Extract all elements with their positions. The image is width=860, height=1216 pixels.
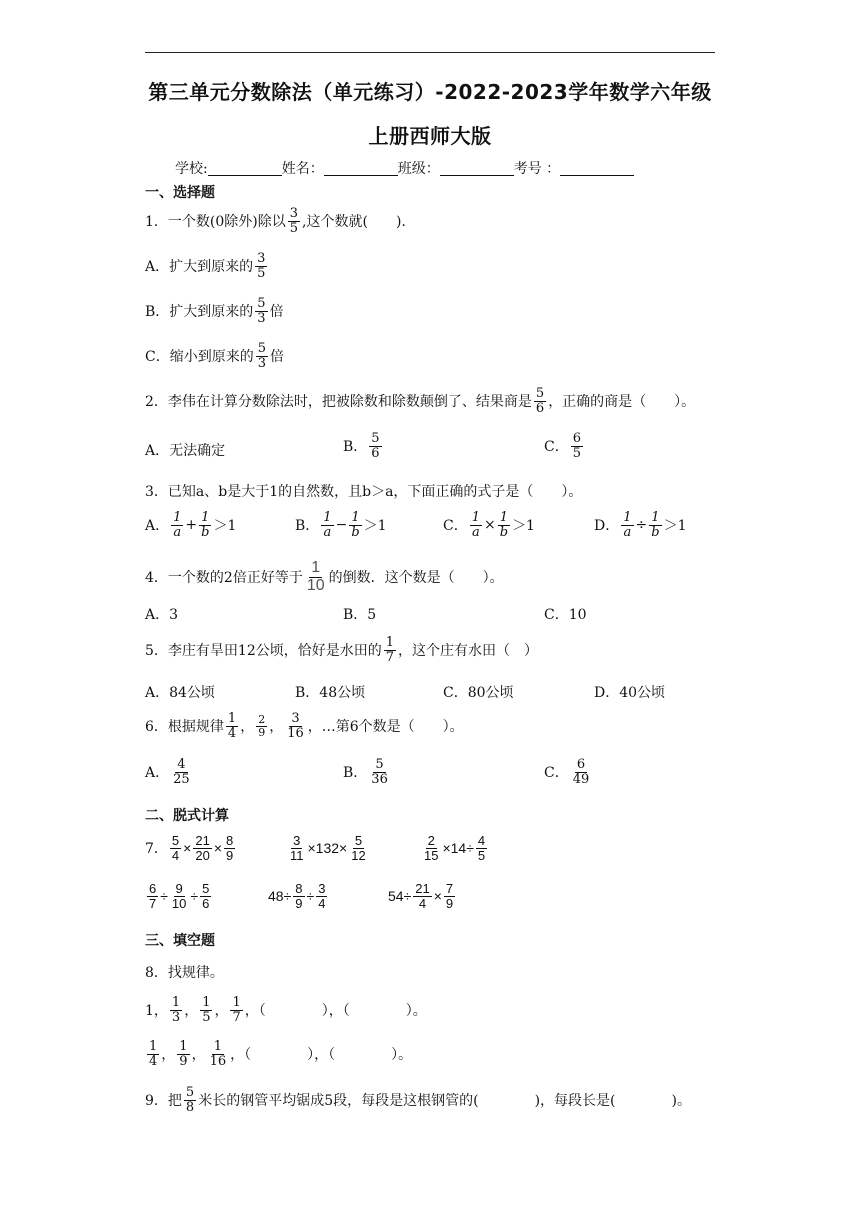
- fraction: $\frac{3}{16}$: [287, 711, 304, 741]
- fraction: $\frac{1}{b}$: [351, 510, 360, 540]
- fraction: $\frac{1}{a}$: [173, 510, 182, 540]
- q6-option-c[interactable]: C． $\frac{6}{49}$: [544, 757, 590, 787]
- q5-option-a[interactable]: A．84公顷: [145, 685, 215, 701]
- q4-option-b[interactable]: B．5: [343, 607, 377, 623]
- question-3: 3．已知a、b是大于1的自然数，且b＞a，下面正确的式子是（ ）。: [145, 484, 583, 500]
- fraction: $\frac{4}{5}$: [477, 833, 486, 863]
- fraction: $\frac{6}{5}$: [572, 431, 581, 461]
- fraction: $\frac{1}{7}$: [232, 995, 241, 1025]
- fraction: $\frac{5}{36}$: [371, 757, 388, 787]
- fraction: $\frac{1}{10}$: [306, 559, 325, 594]
- page-title: 第三单元分数除法（单元练习）-2022-2023学年数学六年级: [148, 80, 712, 104]
- question-6: 6．根据规律 $\frac{1}{4}$ ， $\frac{2}{9}$ ， $\frac{3}{16}$ ，…第6个数是（ ）。: [145, 711, 464, 741]
- fraction: $\frac{1}{4}$: [227, 711, 237, 741]
- fraction: $\frac{5}{6}$: [535, 386, 545, 416]
- fraction: $\frac{1}{16}$: [209, 1039, 227, 1069]
- fraction: $\frac{4}{25}$: [173, 757, 190, 787]
- q3-option-c[interactable]: C． $\frac{1}{a}$ × $\frac{1}{b}$ ＞1: [443, 510, 535, 540]
- top-rule: [145, 52, 715, 53]
- question-7-expr-5: 48÷ $\frac{8}{9}$ ÷ $\frac{3}{4}$: [268, 881, 326, 911]
- fraction: $\frac{2}{9}$: [258, 713, 266, 739]
- fraction: $\frac{1}{9}$: [179, 1039, 188, 1069]
- question-8: 8．找规律。: [145, 965, 224, 981]
- question-7-expr-1: 7． $\frac{5}{4}$ × $\frac{21}{20}$ × $\frac{8}{9}$: [145, 833, 234, 863]
- fraction: $\frac{1}{a}$: [471, 510, 480, 540]
- section-fill: 三、填空题: [145, 933, 215, 949]
- q3-option-a[interactable]: A． $\frac{1}{a}$ + $\frac{1}{b}$ ＞1: [145, 510, 237, 540]
- fraction: $\frac{5}{6}$: [202, 881, 210, 911]
- fraction: $\frac{1}{4}$: [149, 1039, 158, 1069]
- fraction: $\frac{1}{7}$: [385, 635, 395, 665]
- q1-option-b[interactable]: B．扩大到原来的 $\frac{5}{3}$ 倍: [145, 296, 284, 326]
- name-field[interactable]: [324, 161, 398, 176]
- question-7-expr-6: 54÷ $\frac{21}{4}$ × $\frac{7}{9}$: [388, 881, 454, 911]
- q6-option-a[interactable]: A． $\frac{4}{25}$: [145, 757, 190, 787]
- fraction: $\frac{8}{9}$: [226, 833, 234, 863]
- fraction: $\frac{5}{3}$: [257, 296, 266, 326]
- q5-option-d[interactable]: D．40公顷: [594, 685, 666, 701]
- question-7-expr-4: $\frac{6}{7}$ ÷ $\frac{9}{10}$ ÷ $\frac{5}{6}$: [149, 881, 210, 911]
- section-calc: 二、脱式计算: [145, 808, 229, 824]
- q6-option-b[interactable]: B． $\frac{5}{36}$: [343, 757, 388, 787]
- q8-row-1: 1， $\frac{1}{3}$ ， $\frac{1}{5}$ ， $\frac{1}{7}$ ，（ ），（ ）。: [145, 995, 427, 1025]
- exam-no-field[interactable]: [560, 161, 634, 176]
- fraction: $\frac{8}{9}$: [295, 881, 303, 911]
- fraction: $\frac{3}{5}$: [289, 206, 299, 236]
- fraction: $\frac{1}{b}$: [499, 510, 509, 540]
- fraction: $\frac{1}{3}$: [171, 995, 181, 1025]
- question-4: 4．一个数的2倍正好等于 $\frac{1}{10}$ 的倒数．这个数是（ ）。: [145, 559, 504, 594]
- fraction: $\frac{5}{6}$: [371, 431, 380, 461]
- class-field[interactable]: [440, 161, 514, 176]
- q5-option-b[interactable]: B．48公顷: [295, 685, 366, 701]
- q4-option-a[interactable]: A．3: [145, 607, 179, 623]
- q2-option-b[interactable]: B． $\frac{5}{6}$: [343, 431, 380, 461]
- fraction: $\frac{9}{10}$: [171, 881, 187, 911]
- fraction: $\frac{1}{a}$: [323, 510, 332, 540]
- fraction: $\frac{1}{5}$: [202, 995, 211, 1025]
- fraction: $\frac{5}{8}$: [185, 1085, 195, 1115]
- question-1: 1．一个数(0除外)除以 $\frac{3}{5}$ ,这个数就( ).: [145, 206, 406, 236]
- question-2: 2．李伟在计算分数除法时，把被除数和除数颠倒了、结果商是 $\frac{5}{6}$ ，正确的商是（ ）。: [145, 386, 696, 416]
- fraction: $\frac{1}{b}$: [201, 510, 210, 540]
- section-choice: 一、选择题: [145, 185, 215, 201]
- q1-option-c[interactable]: C．缩小到原来的 $\frac{5}{3}$ 倍: [145, 341, 284, 371]
- q2-option-a[interactable]: A．无法确定: [145, 443, 226, 459]
- fraction: $\frac{21}{20}$: [195, 833, 210, 863]
- fraction: $\frac{5}{4}$: [171, 833, 180, 863]
- question-9: 9．把 $\frac{5}{8}$ 米长的钢管平均锯成5段，每段是这根钢管的( )，每段长是( )。: [145, 1085, 691, 1115]
- fraction: $\frac{3}{4}$: [318, 881, 326, 911]
- question-5: 5．李庄有旱田12公顷，恰好是水田的 $\frac{1}{7}$ ，这个庄有水田（ ）: [145, 635, 539, 665]
- fraction: $\frac{21}{4}$: [415, 881, 430, 911]
- fraction: $\frac{7}{9}$: [445, 881, 454, 911]
- school-field[interactable]: [208, 161, 282, 176]
- fraction: $\frac{3}{11}$: [290, 833, 304, 863]
- student-info: 学校: 姓名： 班级： 考号 ：: [175, 158, 634, 178]
- q3-option-b[interactable]: B． $\frac{1}{a}$ − $\frac{1}{b}$ ＞1: [295, 510, 387, 540]
- fraction: $\frac{1}{a}$: [623, 510, 632, 540]
- fraction: $\frac{3}{5}$: [257, 251, 266, 281]
- fraction: $\frac{6}{7}$: [149, 881, 157, 911]
- q5-option-c[interactable]: C．80公顷: [443, 685, 514, 701]
- fraction: $\frac{1}{b}$: [651, 510, 660, 540]
- q3-option-d[interactable]: D． $\frac{1}{a}$ ÷ $\frac{1}{b}$ ＞1: [594, 510, 687, 540]
- q4-option-c[interactable]: C．10: [544, 607, 587, 623]
- question-7-expr-3: $\frac{2}{15}$ ×14÷ $\frac{4}{5}$: [424, 833, 486, 863]
- page-subtitle: 上册西师大版: [368, 124, 492, 148]
- fraction: $\frac{6}{49}$: [572, 757, 590, 787]
- fraction: $\frac{2}{15}$: [424, 833, 439, 863]
- q8-row-2: $\frac{1}{4}$ ， $\frac{1}{9}$ ， $\frac{1}{16}$ ，（ ），（ ）。: [149, 1039, 413, 1069]
- fraction: $\frac{5}{3}$: [257, 341, 266, 371]
- fraction: $\frac{5}{12}$: [351, 833, 366, 863]
- question-7-expr-2: $\frac{3}{11}$ ×132× $\frac{5}{12}$: [290, 833, 366, 863]
- q2-option-c[interactable]: C． $\frac{6}{5}$: [544, 431, 581, 461]
- q1-option-a[interactable]: A．扩大到原来的 $\frac{3}{5}$: [145, 251, 266, 281]
